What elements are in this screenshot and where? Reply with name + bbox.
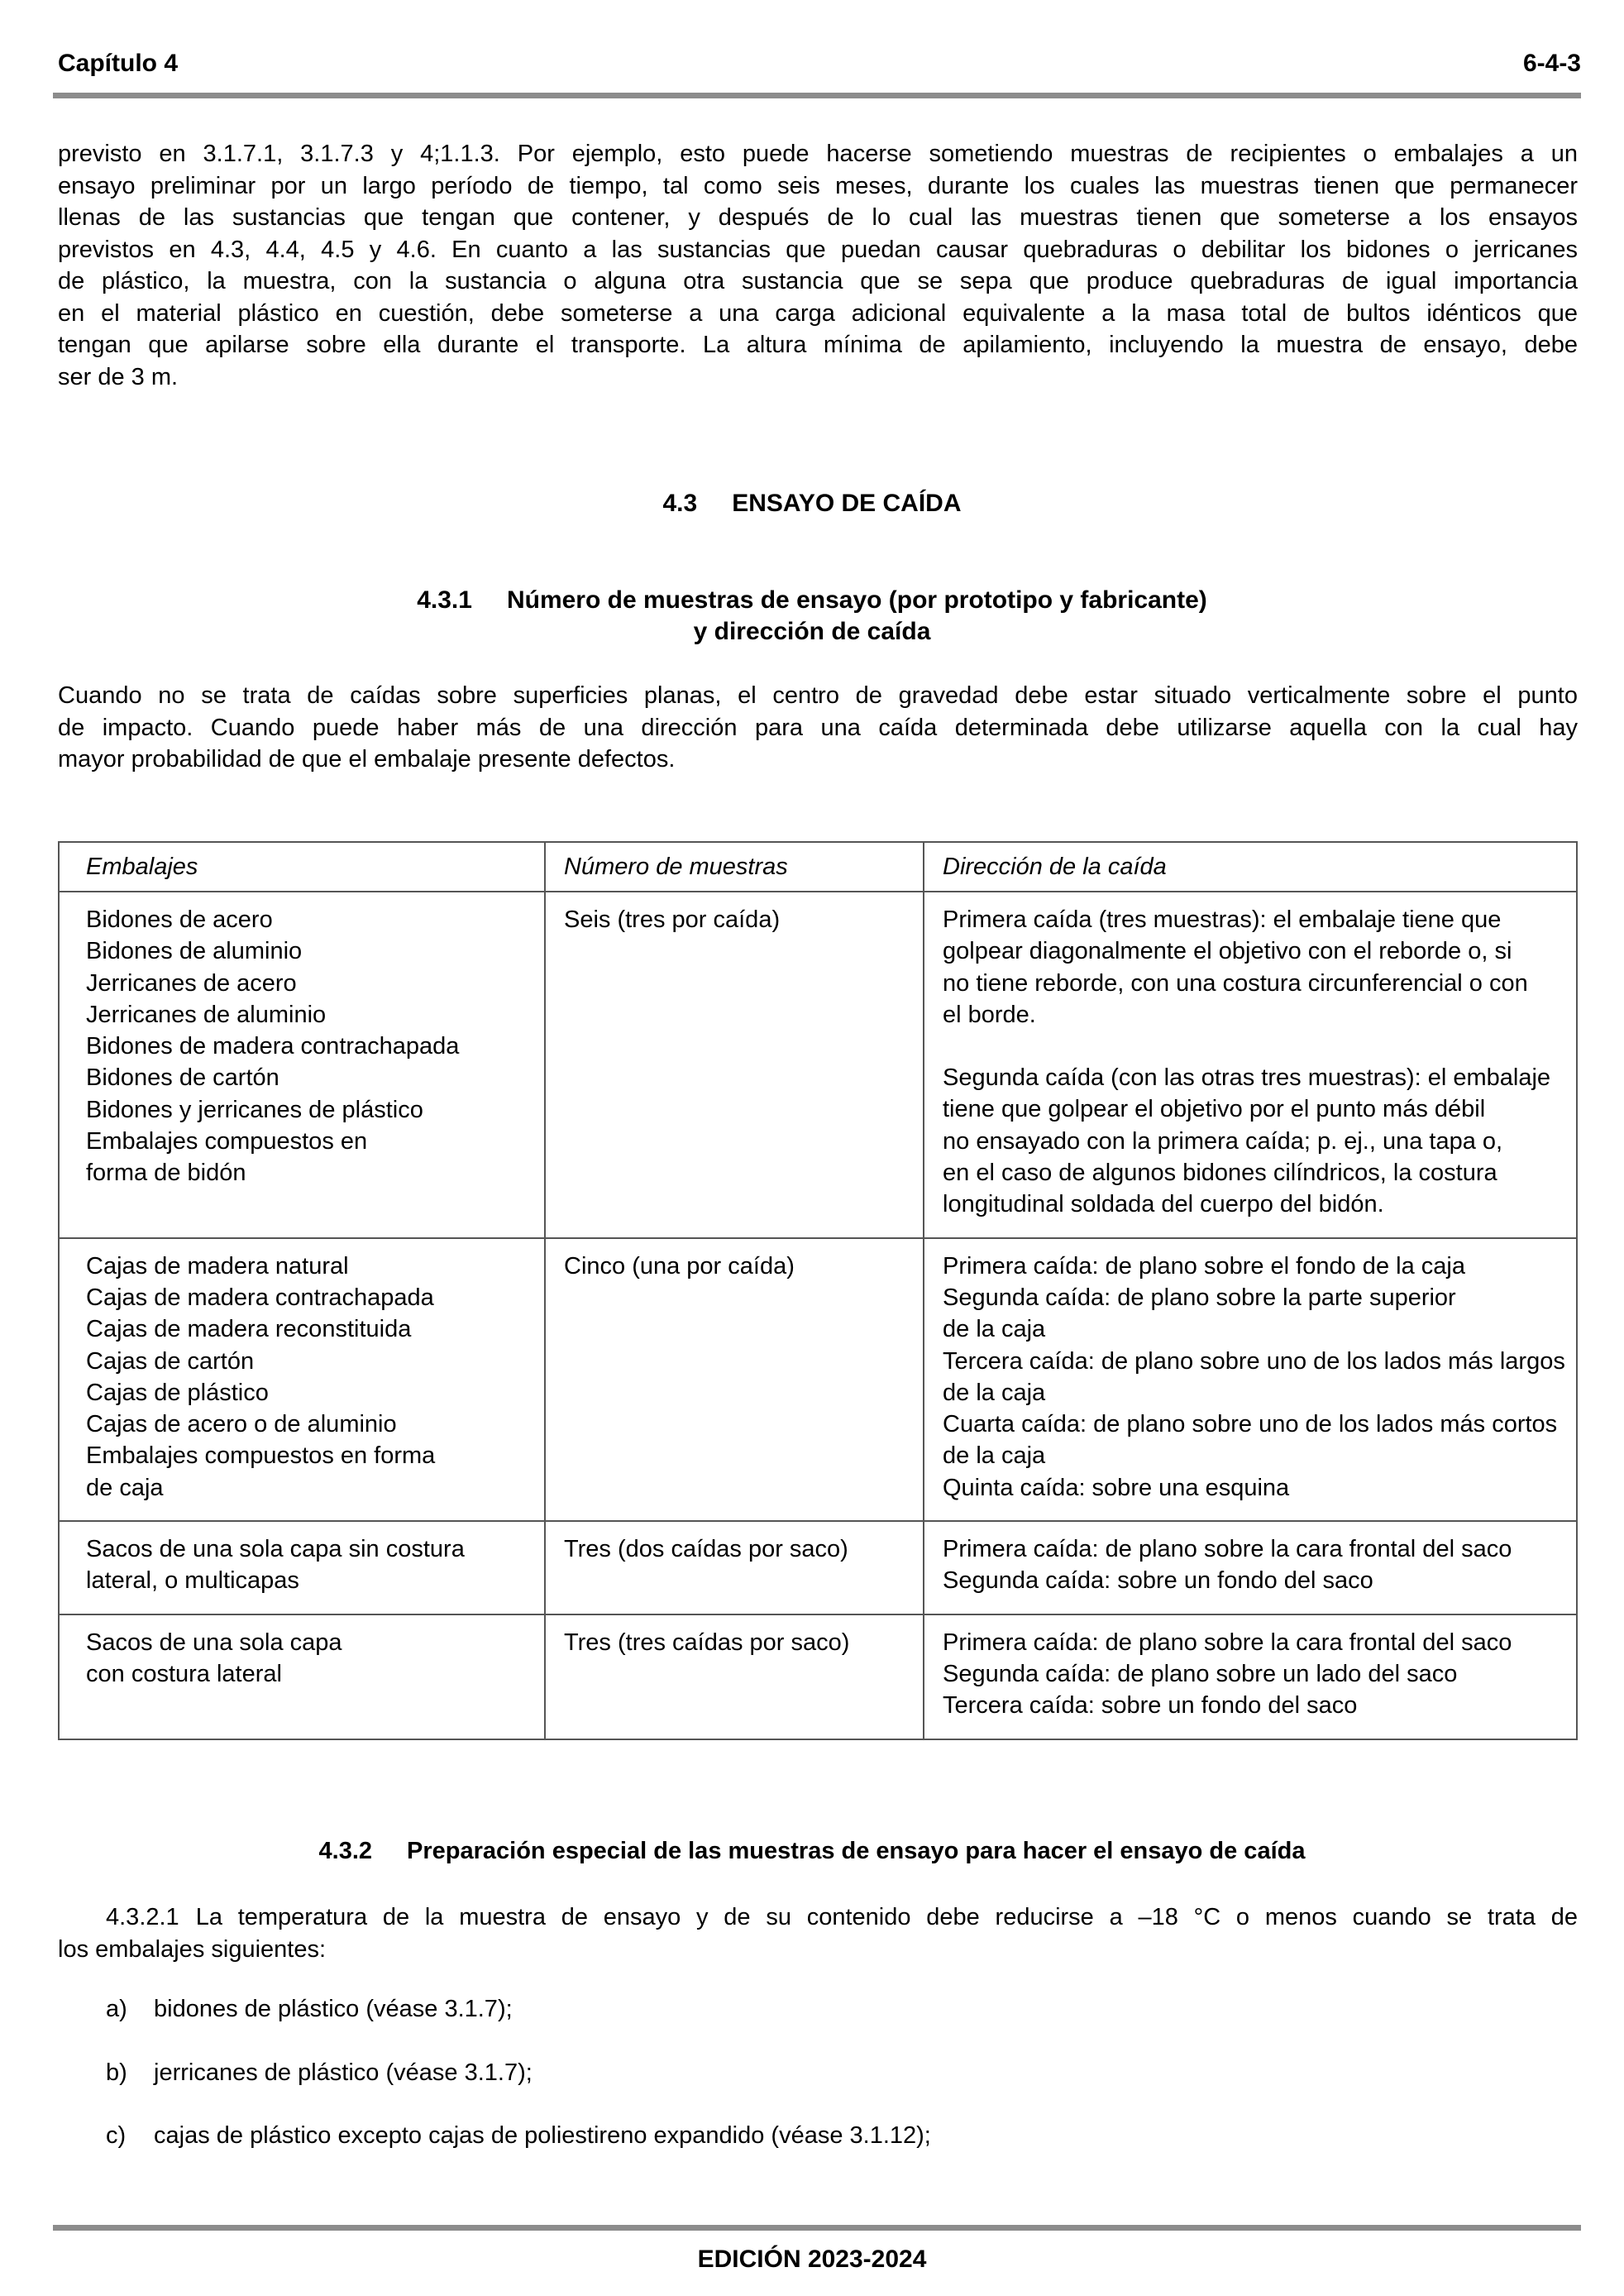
- section-title: Número de muestras de ensayo (por prototipo y fabricante): [506, 586, 1207, 614]
- list-item: [106, 2059, 533, 2087]
- paragraph-4-3-1: [58, 680, 1578, 776]
- intro-line: en el material plástico en cuestión, debe someterse a una carga adicional equivalente a la masa total de bultos idénticos que: [58, 299, 1578, 327]
- packagings-cell: [59, 1238, 545, 1521]
- direction-cell: [924, 892, 1577, 1238]
- section-title: ENSAYO DE CAÍDA: [732, 490, 962, 517]
- table-header-row: [59, 842, 1577, 892]
- paragraph-line: mayor probabilidad de que el embalaje presente defectos.: [58, 746, 676, 773]
- direction-line: Primera caída: de plano sobre la cara frontal del saco: [943, 1629, 1512, 1656]
- direction-line: Segunda caída: de plano sobre un lado del saco: [943, 1660, 1458, 1687]
- direction-cell: [924, 1614, 1577, 1739]
- paragraph-line: [58, 1901, 1578, 1934]
- section-heading-4-3-1: [0, 585, 1624, 648]
- intro-paragraph: [58, 138, 1578, 393]
- direction-line: de la caja: [943, 1442, 1046, 1470]
- direction-line: Tercera caída: de plano sobre uno de los lados más largos: [943, 1347, 1565, 1375]
- packaging-item: Cajas de plástico: [86, 1379, 269, 1406]
- direction-line: en el caso de algunos bidones cilíndricos, la costura: [943, 1160, 1497, 1187]
- packaging-item: Bidones y jerricanes de plástico: [86, 1096, 423, 1123]
- footer-rule: [53, 2225, 1581, 2231]
- intro-line: previsto en 3.1.7.1, 3.1.7.3 y 4;1.1.3. Por ejemplo, esto puede hacerse sometiendo muestras de recipientes o embalajes a un: [58, 141, 1578, 167]
- section-title: Preparación especial de las muestras de ensayo para hacer el ensayo de caída: [407, 1838, 1306, 1864]
- intro-line: tengan que apilarse sobre ella durante el transporte. La altura mínima de apilamiento, incluyendo la muestra de ensayo, debe: [58, 332, 1578, 358]
- direction-line: el borde.: [943, 1001, 1036, 1028]
- direction-cell: [924, 1521, 1577, 1614]
- samples-cell: Tres (tres caídas por saco): [545, 1614, 924, 1739]
- chapter-label: Capítulo 4: [58, 50, 179, 77]
- intro-line: llenas de las sustancias que tengan que contener, y después de lo cual las muestras tienen que someterse a los ensayos: [58, 204, 1578, 231]
- list-marker: b): [106, 2059, 127, 2086]
- section-title-continued: y dirección de caída: [693, 618, 931, 645]
- list-text: cajas de plástico excepto cajas de poliestireno expandido (véase 3.1.12);: [154, 2122, 931, 2149]
- table-row: [59, 892, 1577, 1238]
- list-marker: c): [106, 2122, 127, 2149]
- direction-line: Primera caída: de plano sobre el fondo de la caja: [943, 1252, 1465, 1280]
- direction-line: de la caja: [943, 1379, 1046, 1406]
- section-number: 4.3: [662, 490, 698, 517]
- paragraph-line: los embalajes siguientes:: [58, 1935, 327, 1963]
- direction-line: Segunda caída: sobre un fondo del saco: [943, 1567, 1373, 1595]
- paragraph-4-3-2-1: [58, 1901, 1578, 1965]
- packaging-item: Cajas de madera contrachapada: [86, 1284, 434, 1311]
- list-item: [106, 1996, 513, 2023]
- packaging-item: Cajas de acero o de aluminio: [86, 1411, 397, 1438]
- packaging-item: lateral, o multicapas: [86, 1567, 299, 1595]
- intro-line: ser de 3 m.: [58, 363, 179, 390]
- direction-line: Primera caída (tres muestras): el embalaje tiene que: [943, 906, 1502, 933]
- direction-line: Segunda caída (con las otras tres muestras): el embalaje: [943, 1064, 1551, 1092]
- list-text: jerricanes de plástico (véase 3.1.7);: [154, 2059, 533, 2086]
- paragraph-number: 4.3.2.1: [106, 1904, 179, 1930]
- section-number: 4.3.1: [417, 586, 472, 614]
- list-text: bidones de plástico (véase 3.1.7);: [154, 1996, 513, 2022]
- packaging-item: Embalajes compuestos en forma: [86, 1442, 436, 1470]
- samples-cell: Cinco (una por caída): [545, 1238, 924, 1521]
- packaging-item: Sacos de una sola capa: [86, 1629, 342, 1656]
- column-header-samples: Número de muestras: [545, 842, 924, 892]
- packaging-item: Bidones de madera contrachapada: [86, 1033, 460, 1060]
- direction-line: Tercera caída: sobre un fondo del saco: [943, 1692, 1358, 1720]
- packagings-cell: [59, 1614, 545, 1739]
- packaging-item: Bidones de acero: [86, 906, 273, 933]
- edition-footer: EDICIÓN 2023-2024: [697, 2246, 927, 2273]
- direction-line: golpear diagonalmente el objetivo con el reborde o, si: [943, 938, 1512, 965]
- table-row: [59, 1521, 1577, 1614]
- samples-cell: Tres (dos caídas por saco): [545, 1521, 924, 1614]
- paragraph-text: La temperatura de la muestra de ensayo y de su contenido debe reducirse a –18 °C o menos cuando se trata de: [195, 1904, 1578, 1930]
- paragraph-line: Cuando no se trata de caídas sobre superficies planas, el centro de gravedad debe estar situado verticalmente sobre el punto: [58, 682, 1578, 709]
- list-item: [106, 2122, 931, 2150]
- page-number: 6-4-3: [1522, 50, 1581, 77]
- section-heading-4-3-2: [0, 1838, 1624, 1865]
- intro-line: de plástico, la muestra, con la sustancia o alguna otra sustancia que se sepa que produce quebraduras de igual importancia: [58, 268, 1578, 294]
- packaging-item: Cajas de madera reconstituida: [86, 1316, 412, 1343]
- direction-line: longitudinal soldada del cuerpo del bidón.: [943, 1191, 1384, 1218]
- direction-cell: [924, 1238, 1577, 1521]
- packaging-item: Cajas de madera natural: [86, 1252, 349, 1280]
- intro-line: ensayo preliminar por un largo período de tiempo, tal como seis meses, durante los cuales las muestras tienen que permanecer: [58, 172, 1578, 199]
- packaging-item: con costura lateral: [86, 1660, 282, 1687]
- packagings-cell: [59, 1521, 545, 1614]
- packaging-item: Embalajes compuestos en: [86, 1128, 368, 1155]
- packaging-item: Bidones de aluminio: [86, 938, 303, 965]
- column-header-direction: Dirección de la caída: [924, 842, 1577, 892]
- packagings-cell: [59, 892, 545, 1238]
- packaging-item: forma de bidón: [86, 1160, 246, 1187]
- page-header: [58, 50, 1581, 83]
- direction-line: no ensayado con la primera caída; p. ej., una tapa o,: [943, 1127, 1503, 1155]
- packaging-item: Jerricanes de aluminio: [86, 1001, 327, 1028]
- drop-test-table: [58, 841, 1578, 1740]
- paragraph-gap: [943, 1031, 1576, 1062]
- direction-line: no tiene reborde, con una costura circunferencial o con: [943, 969, 1528, 997]
- packaging-item: Jerricanes de acero: [86, 969, 297, 997]
- section-heading-4-3: [0, 490, 1624, 518]
- packaging-item: Cajas de cartón: [86, 1347, 255, 1375]
- packaging-item: Bidones de cartón: [86, 1064, 279, 1092]
- direction-line: Primera caída: de plano sobre la cara frontal del saco: [943, 1536, 1512, 1563]
- packaging-item: Sacos de una sola capa sin costura: [86, 1536, 465, 1563]
- samples-cell: Seis (tres por caída): [545, 892, 924, 1238]
- direction-line: Quinta caída: sobre una esquina: [943, 1474, 1290, 1501]
- direction-line: Cuarta caída: de plano sobre uno de los lados más cortos: [943, 1411, 1558, 1438]
- section-number: 4.3.2: [318, 1838, 373, 1864]
- list-marker: a): [106, 1996, 127, 2022]
- direction-line: Segunda caída: de plano sobre la parte superior: [943, 1284, 1456, 1311]
- header-rule: [53, 93, 1581, 98]
- table-row: [59, 1614, 1577, 1739]
- intro-line: previstos en 4.3, 4.4, 4.5 y 4.6. En cuanto a las sustancias que puedan causar quebraduras o debilitar los bidones o jerricanes: [58, 236, 1578, 263]
- packaging-item: de caja: [86, 1474, 164, 1501]
- column-header-packagings: Embalajes: [59, 842, 545, 892]
- paragraph-line: de impacto. Cuando puede haber más de una dirección para una caída determinada debe utilizarse aquella con la cual hay: [58, 714, 1578, 741]
- direction-line: de la caja: [943, 1316, 1046, 1343]
- direction-line: tiene que golpear el objetivo por el punto más débil: [943, 1096, 1486, 1123]
- table-row: [59, 1238, 1577, 1521]
